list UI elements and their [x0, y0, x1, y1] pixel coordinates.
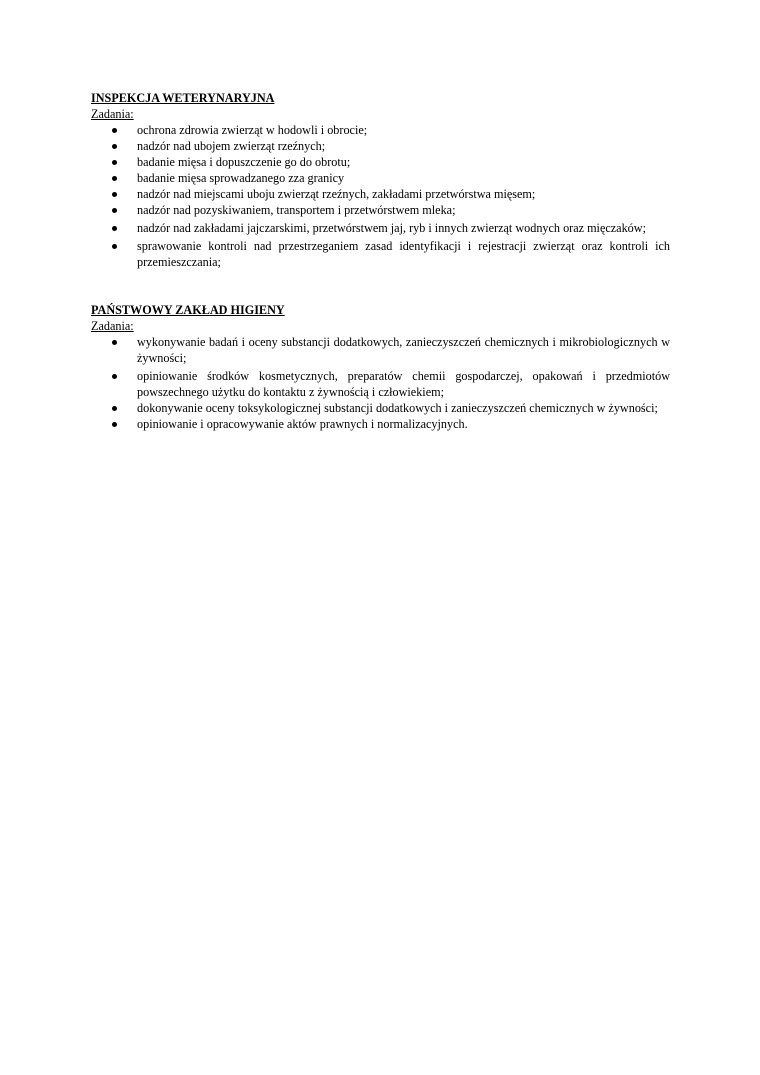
task-list	[91, 334, 670, 432]
bullet-icon	[112, 244, 117, 249]
bullet-icon	[112, 144, 117, 149]
bullet-icon	[112, 406, 117, 411]
bullet-icon	[112, 374, 117, 379]
section-panstwowy-zaklad-higieny	[91, 302, 670, 432]
bullet-icon	[112, 422, 117, 427]
list-item	[91, 368, 670, 400]
bullet-icon	[112, 160, 117, 165]
list-item	[91, 122, 670, 138]
list-item	[91, 138, 670, 154]
list-item	[91, 170, 670, 186]
list-item-text: sprawowanie kontroli nad przestrzeganiem zasad identyfikacji i rejestracji zwierząt oraz kontroli ich przemieszczania;	[137, 239, 670, 269]
list-item	[91, 334, 670, 366]
list-item-text: nadzór nad miejscami uboju zwierząt rzeźnych, zakładami przetwórstwa mięsem;	[137, 187, 536, 201]
section-heading: INSPEKCJA WETERYNARYJNA	[91, 91, 275, 105]
list-item-text: nadzór nad pozyskiwaniem, transportem i przetwórstwem mleka;	[137, 203, 456, 217]
list-item-text: wykonywanie badań i oceny substancji dodatkowych, zanieczyszczeń chemicznych i mikrobiologicznych w żywności;	[137, 335, 670, 365]
section-heading: PAŃSTWOWY ZAKŁAD HIGIENY	[91, 303, 285, 317]
bullet-icon	[112, 128, 117, 133]
list-item-text: nadzór nad ubojem zwierząt rzeźnych;	[137, 139, 326, 153]
list-item	[91, 416, 670, 432]
list-item	[91, 400, 670, 416]
list-item-text: dokonywanie oceny toksykologicznej substancji dodatkowych i zanieczyszczeń chemicznych w żywności;	[137, 401, 658, 415]
bullet-icon	[112, 208, 117, 213]
bullet-icon	[112, 226, 117, 231]
list-item	[91, 220, 670, 236]
list-item-text: opiniowanie środków kosmetycznych, preparatów chemii gospodarczej, opakowań i przedmiotów powszechnego użytku do kontaktu z żywnością i człowiekiem;	[137, 369, 670, 399]
section-inspekcja-weterynaryjna	[91, 90, 670, 270]
list-item-text: badanie mięsa i dopuszczenie go do obrotu;	[137, 155, 351, 169]
list-item	[91, 186, 670, 202]
section-sublabel: Zadania:	[91, 107, 134, 121]
bullet-icon	[112, 176, 117, 181]
list-item	[91, 202, 670, 218]
task-list	[91, 122, 670, 270]
list-item	[91, 238, 670, 270]
list-item-text: ochrona zdrowia zwierząt w hodowli i obrocie;	[137, 123, 368, 137]
bullet-icon	[112, 340, 117, 345]
list-item-text: opiniowanie i opracowywanie aktów prawnych i normalizacyjnych.	[137, 417, 468, 431]
section-sublabel: Zadania:	[91, 319, 134, 333]
list-item-text: badanie mięsa sprowadzanego zza granicy	[137, 171, 345, 185]
list-item-text: nadzór nad zakładami jajczarskimi, przetwórstwem jaj, ryb i innych zwierząt wodnych oraz mięczaków;	[137, 221, 646, 235]
document-page	[91, 90, 670, 432]
bullet-icon	[112, 192, 117, 197]
list-item	[91, 154, 670, 170]
